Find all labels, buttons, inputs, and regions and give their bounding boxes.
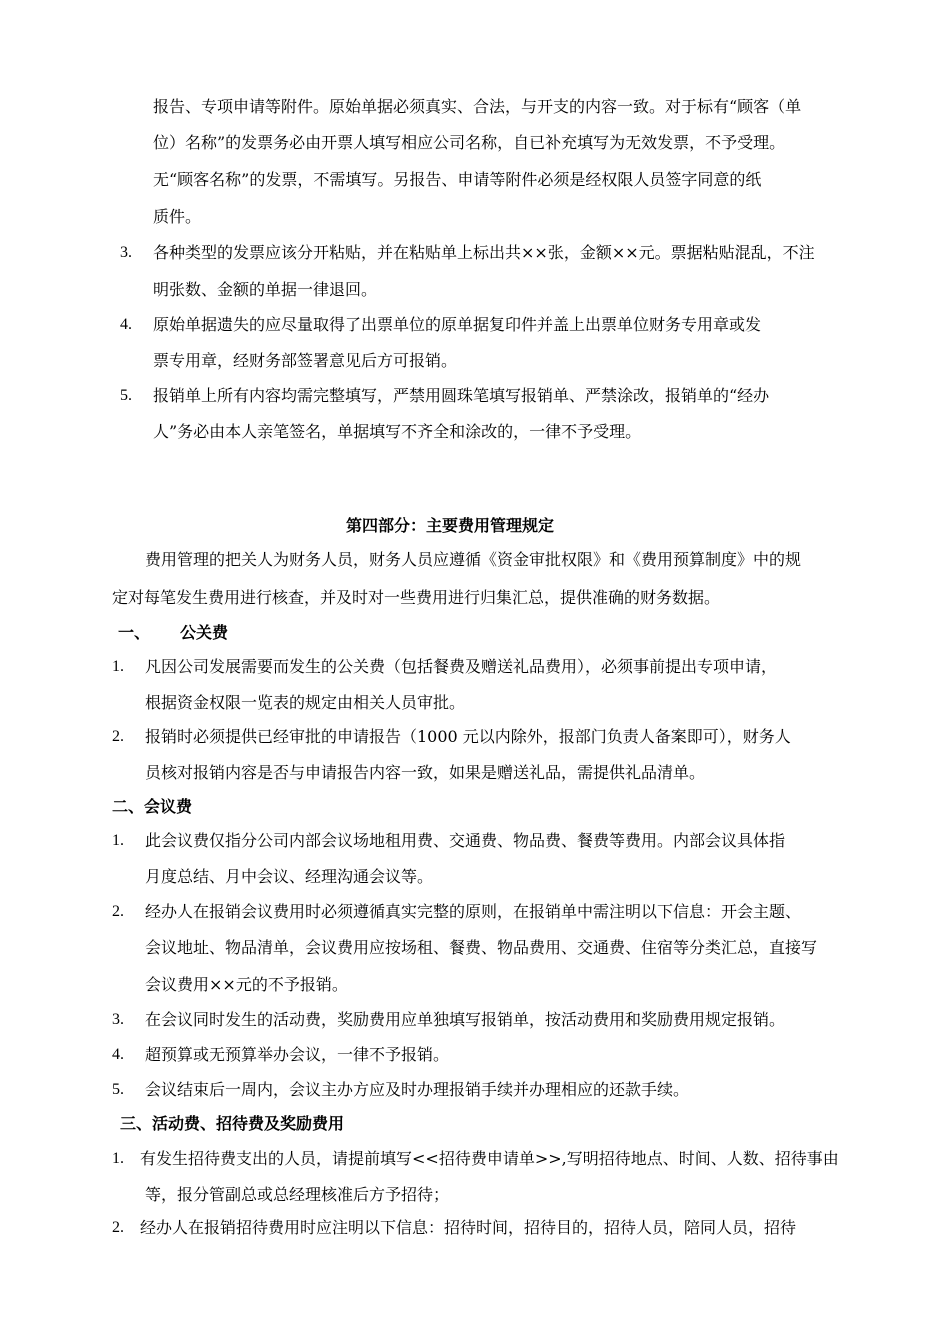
list-item-line: 凡因公司发展需要而发生的公关费（包括餐费及赠送礼品费用），必须事前提出专项申请， [145,657,778,676]
list-number: 3. [112,1011,124,1028]
list-item-line: 经办人在报销招待费用时应注明以下信息：招待时间，招待目的，招待人员，陪同人员，招待 [140,1218,797,1237]
list-item-line: 明张数、金额的单据一律退回。 [153,280,378,299]
list-number: 2. [112,1219,124,1236]
list-item-line: 各种类型的发票应该分开粘贴，并在粘贴单上标出共××张，金额××元。票据粘贴混乱，不注 [153,243,815,262]
list-item-line: 报销单上所有内容均需完整填写，严禁用圆珠笔填写报销单、严禁涂改，报销单的“经办 [153,386,770,405]
list-item-line: 原始单据遗失的应尽量取得了出票单位的原单据复印件并盖上出票单位财务专用章或发 [153,315,762,334]
list-item-line: 有发生招待费支出的人员，请提前填写<<招待费申请单>>,写明招待地点、时间、人数、招待事由 [140,1149,839,1168]
list-item-line: 等，报分管副总或总经理核准后方予招待； [145,1185,450,1204]
intro-line-1: 费用管理的把关人为财务人员，财务人员应遵循《资金审批权限》和《费用预算制度》中的规 [145,550,802,569]
section-title: 三、活动费、招待费及奖励费用 [120,1114,345,1133]
list-number: 1. [112,832,124,849]
list-item-line: 报销时必须提供已经审批的申请报告（1000 元以内除外，报部门负责人备案即可），财务人 [145,727,791,746]
list-number: 1. [112,658,124,675]
section-title: 二、会议费 [112,797,193,816]
list-item-line: 会议地址、物品清单，会议费用应按场租、餐费、物品费用、交通费、住宿等分类汇总，直接写 [145,938,818,957]
list-item-line: 会议费用××元的不予报销。 [145,975,348,994]
continuation-line-4: 质件。 [153,207,202,226]
list-number: 5. [120,387,132,404]
list-item-line: 员核对报销内容是否与申请报告内容一致，如果是赠送礼品，需提供礼品清单。 [145,763,706,782]
list-item-line: 此会议费仅指分公司内部会议场地租用费、交通费、物品费、餐费等费用。内部会议具体指 [145,831,786,850]
list-item-line: 会议结束后一周内，会议主办方应及时办理报销手续并办理相应的还款手续。 [145,1080,690,1099]
section-title: 公关费 [180,623,229,642]
continuation-line-3: 无“顾客名称”的发票，不需填写。另报告、申请等附件必须是经权限人员签字同意的纸 [153,170,762,189]
list-number: 4. [112,1046,124,1063]
continuation-line-2: 位）名称”的发票务必由开票人填写相应公司名称，自已补充填写为无效发票，不予受理。 [153,133,786,152]
list-item-line: 月度总结、月中会议、经理沟通会议等。 [145,867,434,886]
intro-line-2: 定对每笔发生费用进行核查，并及时对一些费用进行归集汇总，提供准确的财务数据。 [112,588,721,607]
list-number: 2. [112,728,124,745]
list-item-line: 超预算或无预算举办会议，一律不予报销。 [145,1045,450,1064]
continuation-line-1: 报告、专项申请等附件。原始单据必须真实、合法，与开支的内容一致。对于标有“顾客（单 [153,97,802,116]
list-number: 5. [112,1081,124,1098]
list-number: 4. [120,316,132,333]
list-item-line: 根据资金权限一览表的规定由相关人员审批。 [145,693,466,712]
list-item-line: 票专用章，经财务部签署意见后方可报销。 [153,351,458,370]
list-number: 1. [112,1150,124,1167]
list-number: 3. [120,244,132,261]
part-title: 第四部分：主要费用管理规定 [346,516,555,535]
list-item-line: 人”务必由本人亲笔签名，单据填写不齐全和涂改的，一律不予受理。 [153,422,642,441]
section-number: 一、 [118,623,151,642]
list-number: 2. [112,903,124,920]
list-item-line: 经办人在报销会议费用时必须遵循真实完整的原则，在报销单中需注明以下信息：开会主题、 [145,902,802,921]
list-item-line: 在会议同时发生的活动费，奖励费用应单独填写报销单，按活动费用和奖励费用规定报销。 [145,1010,786,1029]
